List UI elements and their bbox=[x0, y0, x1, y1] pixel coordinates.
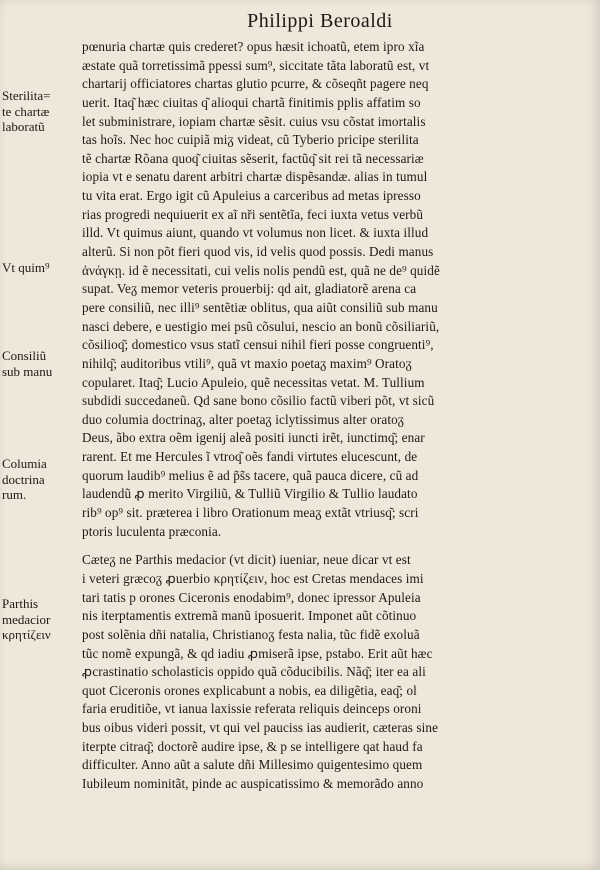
margin-note-parthis bbox=[2, 596, 51, 643]
text-line: rarent. Et me Hercules ĩ vtroq͂ oẽs fandi virtutes elucescunt, de bbox=[82, 449, 418, 465]
paragraph-first bbox=[82, 38, 568, 541]
text-line: rias progredi nequiuerit ex aĩ nři sentẽtĩa, feci iuxta vetus verbũ bbox=[82, 206, 424, 222]
text-line: difficulter. Anno aũt a salute dñi Millesimo quigentesimo quem bbox=[82, 757, 423, 773]
margin-note-line: rum. bbox=[2, 487, 27, 502]
margin-note-line: medacior bbox=[2, 611, 51, 627]
text-line: let subministrare, iopiam chartæ sẽsit. cuius vsu cõstat imortalis bbox=[82, 113, 426, 129]
margin-note-line: κρητίζειν bbox=[2, 627, 51, 642]
margin-note-vt-quimus bbox=[2, 260, 50, 276]
text-line: faria eruditiõe, vt ianua laxissie referata reliquis deinceps oroni bbox=[82, 701, 422, 717]
margin-notes bbox=[0, 0, 82, 870]
text-line: tari tatis p orones Ciceronis enodabim⁹, donec ipressor Apuleia bbox=[82, 589, 421, 605]
text-line: bus oibus videri possit, vt qui vel pauciss ias audierit, cæteras sine bbox=[82, 720, 439, 736]
margin-note-line: Columia bbox=[2, 456, 47, 471]
paragraph-gap bbox=[82, 541, 568, 551]
margin-note-line: doctrina bbox=[2, 471, 45, 487]
text-line: Iubileum nominitãt, pinde ac auspicatissimo & memorãdo anno bbox=[82, 775, 424, 791]
running-head: Philippi Beroaldi bbox=[247, 10, 393, 32]
margin-note-line: Sterilita= bbox=[2, 88, 51, 103]
text-line: tu vita erat. Ergo igit cũ Apuleius a carceribus ad metas ipresso bbox=[82, 188, 421, 204]
text-line: alterũ. Si non põt fieri quod vis, id velis quod possis. Dedi manus bbox=[82, 244, 434, 260]
text-line: nis iterptamentis extremã manũ iposuerit. Imponet aũt cõtinuo bbox=[82, 608, 417, 624]
margin-note-columnia bbox=[2, 456, 47, 503]
margin-note-line: te chartæ bbox=[2, 103, 50, 119]
margin-note-line: Consiliũ bbox=[2, 348, 47, 363]
paragraph-second bbox=[82, 551, 568, 793]
text-line: illd. Vt quimus aiunt, quando vt volumus non licet. & iuxta illud bbox=[82, 225, 429, 241]
margin-note-line: Parthis bbox=[2, 596, 39, 611]
text-line: rib⁹ op⁹ sit. præterea i libro Orationum meaᵹ extãt vtriusq͂; scri bbox=[82, 505, 419, 521]
text-line: pœnuria chartæ quis crederet? opus hæsit ichoatũ, etem ipro xĩa bbox=[82, 39, 425, 54]
text-line: tas hoĩs. Nec hoc cuipiã miᵹ videat, cũ Tyberio pricipe sterilita bbox=[82, 132, 419, 148]
text-line: i veteri græcoᵹ ꝓuerbio κρητίζειν, hoc est Cretas mendaces imi bbox=[82, 570, 424, 586]
text-line: cõsilioq͂; domestico vsus statĩ censui nihil fieri posse congruenti⁹, bbox=[82, 337, 434, 353]
text-line: tũc nomẽ expungã, & qd iadiu ꝓmiserã ipse, pstabo. Erit aũt hæc bbox=[82, 645, 433, 661]
text-line: quorum laudib⁹ melius ẽ ad p̃s̃s tacere, quã pauca dicere, cũ ad bbox=[82, 467, 419, 483]
text-line: copularet. Itaq͂; Lucio Apuleio, quẽ necessitas vetat. M. Tullium bbox=[82, 374, 425, 390]
margin-note-consilium bbox=[2, 348, 52, 379]
text-line: Cæteᵹ ne Parthis medacior (vt dicit) iueniar, neue dicar vt est bbox=[82, 552, 411, 568]
text-line: ꝓcrastinatio scholasticis oppido quã cõducibilis. Nãq͂; iter ea ali bbox=[82, 664, 426, 680]
text-line: æstate quã torretissimã ppessi sum⁹, siccitate tãta laboratũ est, vt bbox=[82, 57, 430, 73]
text-line: laudendũ ꝓ merito Virgiliũ, & Tulliũ Virgilio & Tullio laudato bbox=[82, 486, 418, 502]
margin-note-sterilitate bbox=[2, 88, 51, 135]
text-line: supat. Veᵹ memor veteris prouerbij: qd ait, gladiatorẽ arena ca bbox=[82, 281, 417, 297]
text-line: iopia vt e senatu darent arbitri chartæ dispẽsandæ. alias in tumul bbox=[82, 169, 428, 185]
text-line: nasci debere, e uestigio mei psũ cõsului, nescio an bonũ cõsiliariũ, bbox=[82, 318, 440, 334]
margin-note-line: Vt quim⁹ bbox=[2, 260, 50, 275]
margin-note-line: laboratũ bbox=[2, 119, 45, 134]
text-line: uerit. Itaq͂ hæc ciuitas q͂ alioqui chartã finitimis pplis affatim so bbox=[82, 94, 421, 110]
text-line: tẽ chartæ Rõana quoq͂ ciuitas sẽserit, factũq͂ sit rei tã necessariæ bbox=[82, 150, 424, 166]
text-line: nihilq͂; auditoribus vtili⁹, quã vt maxio poetaᵹ maxim⁹ Oratoᵹ bbox=[82, 355, 412, 371]
body-text bbox=[82, 38, 568, 794]
text-line: ἀνάγκῃ. id ẽ necessitati, cui velis nolis pendũ est, quã ne de⁹ quidẽ bbox=[82, 262, 440, 278]
text-line: iterpte citraq͂; doctorẽ audire ipse, & p se intelligere qat haud fa bbox=[82, 738, 423, 754]
text-line: post solẽnia dñi natalia, Christianoᵹ festa nalia, tũc fidẽ exoluã bbox=[82, 626, 420, 642]
text-line: subdidi succedaneũ. Qd sane bono cõsilio factũ viberi põt, vt sicũ bbox=[82, 393, 435, 409]
text-line: pere consiliũ, nec illi⁹ sentẽtiæ oblitus, qua aiũt consiliũ sub manu bbox=[82, 299, 438, 315]
text-line: quot Ciceronis orones explicabunt a nobis, ea diligẽtia, eaq͂; ol bbox=[82, 682, 417, 698]
text-line: Deus, ãbo extra oẽm igenij aleã positi iuncti irẽt, iunctimq͂; enar bbox=[82, 430, 425, 446]
margin-note-line: sub manu bbox=[2, 363, 53, 379]
text-line: ptoris luculenta præconia. bbox=[82, 523, 222, 539]
text-line: chartarij officiatores chartas glutio pcurre, & cõseqñt pagere neq bbox=[82, 76, 429, 92]
text-line: duo columia doctrinaᵹ, alter poetaᵹ iclytissimus alter oratoᵹ bbox=[82, 411, 405, 427]
